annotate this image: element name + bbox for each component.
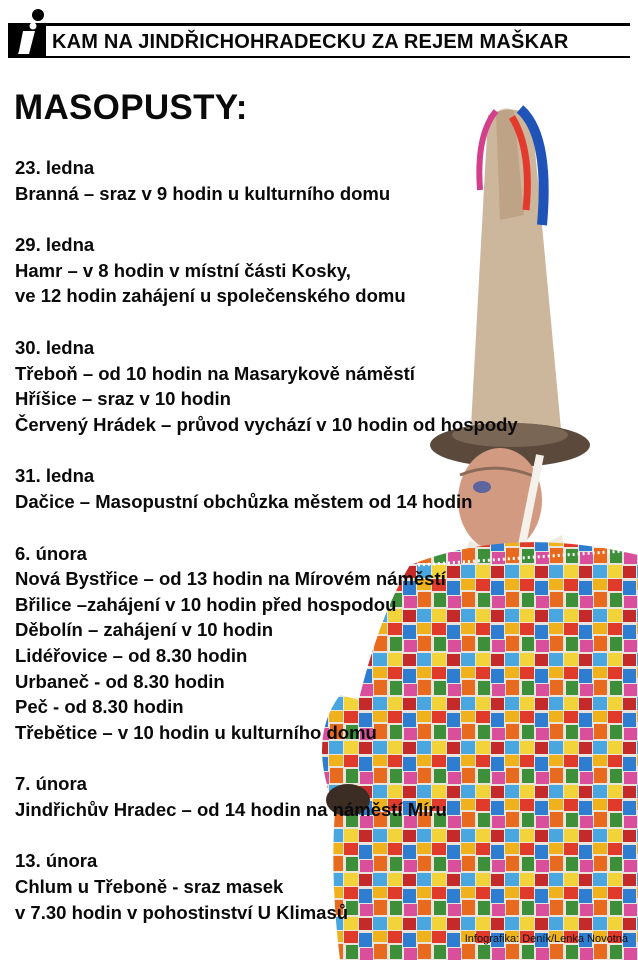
event-group [15, 335, 635, 437]
event-line: Dačice – Masopustní obchůzka městem od 14 hodin [15, 490, 473, 512]
event-date: 23. ledna [15, 157, 95, 178]
event-date: 7. února [15, 773, 87, 795]
event-line: Třebětice – v 10 hodin u kulturního domu [15, 721, 377, 743]
event-group [15, 848, 635, 925]
event-line: v 7.30 hodin v pohostinství U Klimasů [15, 901, 349, 923]
events-list [15, 155, 635, 951]
event-line: Děbolín – zahájení v 10 hodin [15, 619, 274, 641]
header-title: KAM NA JINDŘICHOHRADECKU ZA REJEM MAŠKAR [52, 31, 569, 53]
event-line: Urbaneč - od 8.30 hodin [15, 670, 225, 692]
header-rule-bottom [46, 56, 630, 58]
event-date: 31. ledna [15, 465, 95, 487]
event-line: Jindřichův Hradec – od 14 hodin na náměstí Míru [15, 798, 447, 820]
event-line: Branná – sraz v 9 hodin u kulturního domu [15, 182, 391, 204]
event-line: Peč - od 8.30 hodin [15, 696, 184, 718]
event-line: Nová Bystřice – od 13 hodin na Mírovém náměstí [15, 568, 446, 590]
event-line: Lidéřovice – od 8.30 hodin [15, 644, 248, 666]
event-line: Hříšice – sraz v 10 hodin [15, 388, 231, 410]
event-line: Červený Hrádek – průvod vychází v 10 hodin od hospody [15, 413, 518, 435]
header-rule-top [46, 23, 630, 26]
event-group [15, 463, 635, 514]
event-group [15, 541, 635, 746]
credit-text: Infografika: Deník/Lenka Novotná [464, 933, 628, 945]
info-i-icon [8, 4, 46, 58]
event-line: Chlum u Třeboně - sraz masek [15, 876, 284, 898]
event-group [15, 232, 635, 309]
event-date: 13. února [15, 850, 98, 872]
event-line: Hamr – v 8 hodin v místní části Kosky, [15, 259, 351, 281]
event-date: 30. ledna [15, 336, 95, 358]
event-line: Břilice –zahájení v 10 hodin před hospodou [15, 593, 397, 615]
main-title: MASOPUSTY: [14, 88, 248, 127]
event-date: 6. února [15, 542, 87, 564]
event-line: ve 12 hodin zahájení u společenského domu [15, 285, 406, 307]
event-group [15, 771, 635, 822]
header [0, 0, 638, 62]
event-line: Třeboň – od 10 hodin na Masarykově náměstí [15, 362, 415, 384]
event-date: 29. ledna [15, 234, 95, 256]
event-group [15, 155, 635, 206]
